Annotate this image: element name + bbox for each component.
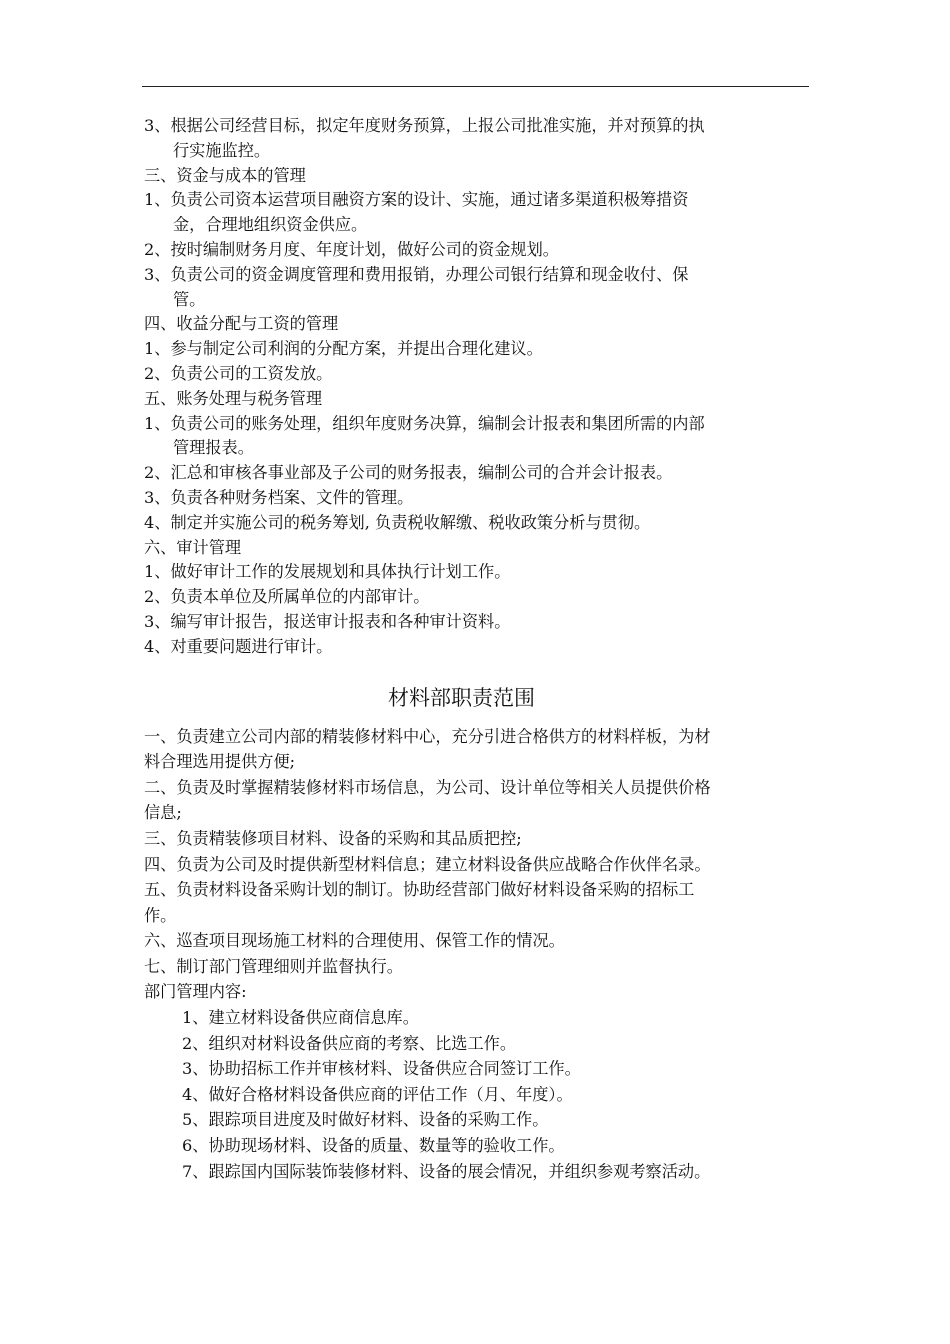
section-heading-profit-wages: 四、收益分配与工资的管理 — [144, 314, 339, 334]
finance-item-3-line2: 行实施监控。 — [173, 140, 271, 160]
accounts-item-1-line1: 1、负责公司的账务处理，组织年度财务决算，编制会计报表和集团所需的内部 — [144, 413, 705, 433]
audit-item-1: 1、做好审计工作的发展规划和具体执行计划工作。 — [144, 562, 511, 582]
materials-dept-title: 材料部职责范围 — [388, 685, 535, 710]
section-heading-audit: 六、审计管理 — [144, 537, 242, 557]
materials-duty-6: 六、巡查项目现场施工材料的合理使用、保管工作的情况。 — [144, 931, 565, 951]
materials-duty-1-line2: 料合理选用提供方便; — [144, 752, 296, 772]
funds-item-1-line2: 金，合理地组织资金供应。 — [173, 215, 368, 235]
finance-item-3-line1: 3、根据公司经营目标，拟定年度财务预算，上报公司批准实施，并对预算的执 — [144, 116, 705, 135]
funds-item-3-line2: 管。 — [173, 289, 206, 309]
document-body — [144, 114, 809, 1184]
funds-item-1-line1: 1、负责公司资本运营项目融资方案的设计、实施，通过诸多渠道积极筹措资 — [144, 190, 689, 210]
mgmt-item-5: 5、跟踪项目进度及时做好材料、设备的采购工作。 — [182, 1110, 549, 1130]
funds-item-2: 2、按时编制财务月度、年度计划，做好公司的资金规划。 — [144, 239, 559, 259]
materials-duty-5-line1: 五、负责材料设备采购计划的制订。协助经营部门做好材料设备采购的招标工 — [144, 880, 695, 900]
accounts-item-4: 4、制定并实施公司的税务筹划, 负责税收解缴、税收政策分析与贯彻。 — [144, 512, 651, 532]
materials-duty-3: 三、负责精装修项目材料、设备的采购和其品质把控; — [144, 828, 522, 848]
accounts-item-1-line2: 管理报表。 — [173, 438, 254, 458]
profit-item-2: 2、负责公司的工资发放。 — [144, 363, 333, 383]
materials-duty-5-line2: 作。 — [144, 905, 177, 925]
profit-item-1: 1、参与制定公司利润的分配方案，并提出合理化建议。 — [144, 339, 543, 359]
header-rule — [142, 86, 809, 87]
section-heading-funds-cost: 三、资金与成本的管理 — [144, 165, 306, 185]
materials-duty-2-line1: 二、负责及时掌握精装修材料市场信息，为公司、设计单位等相关人员提供价格 — [144, 777, 711, 797]
mgmt-heading: 部门管理内容: — [144, 982, 247, 1002]
materials-duty-1-line1: 一、负责建立公司内部的精装修材料中心，充分引进合格供方的材料样板，为材 — [144, 726, 711, 746]
accounts-item-3: 3、负责各种财务档案、文件的管理。 — [144, 487, 414, 507]
audit-item-4: 4、对重要问题进行审计。 — [144, 636, 333, 656]
mgmt-item-1: 1、建立材料设备供应商信息库。 — [182, 1008, 419, 1028]
materials-duty-4: 四、负责为公司及时提供新型材料信息；建立材料设备供应战略合作伙伴名录。 — [144, 854, 711, 874]
audit-item-2: 2、负责本单位及所属单位的内部审计。 — [144, 587, 430, 607]
section-heading-accounts-tax: 五、账务处理与税务管理 — [144, 388, 323, 408]
mgmt-item-7: 7、跟踪国内国际装饰装修材料、设备的展会情况，并组织参观考察活动。 — [182, 1161, 711, 1181]
mgmt-item-6: 6、协助现场材料、设备的质量、数量等的验收工作。 — [182, 1136, 565, 1156]
audit-item-3: 3、编写审计报告，报送审计报表和各种审计资料。 — [144, 611, 511, 631]
mgmt-item-2: 2、组织对材料设备供应商的考察、比选工作。 — [182, 1033, 517, 1053]
mgmt-item-3: 3、协助招标工作并审核材料、设备供应合同签订工作。 — [182, 1059, 581, 1079]
mgmt-item-4: 4、做好合格材料设备供应商的评估工作（月、年度）。 — [182, 1084, 573, 1104]
funds-item-3-line1: 3、负责公司的资金调度管理和费用报销，办理公司银行结算和现金收付、保 — [144, 264, 689, 284]
materials-duty-2-line2: 信息; — [144, 803, 182, 823]
accounts-item-2: 2、汇总和审核各事业部及子公司的财务报表，编制公司的合并会计报表。 — [144, 463, 673, 483]
materials-duty-7: 七、制订部门管理细则并监督执行。 — [144, 956, 403, 976]
